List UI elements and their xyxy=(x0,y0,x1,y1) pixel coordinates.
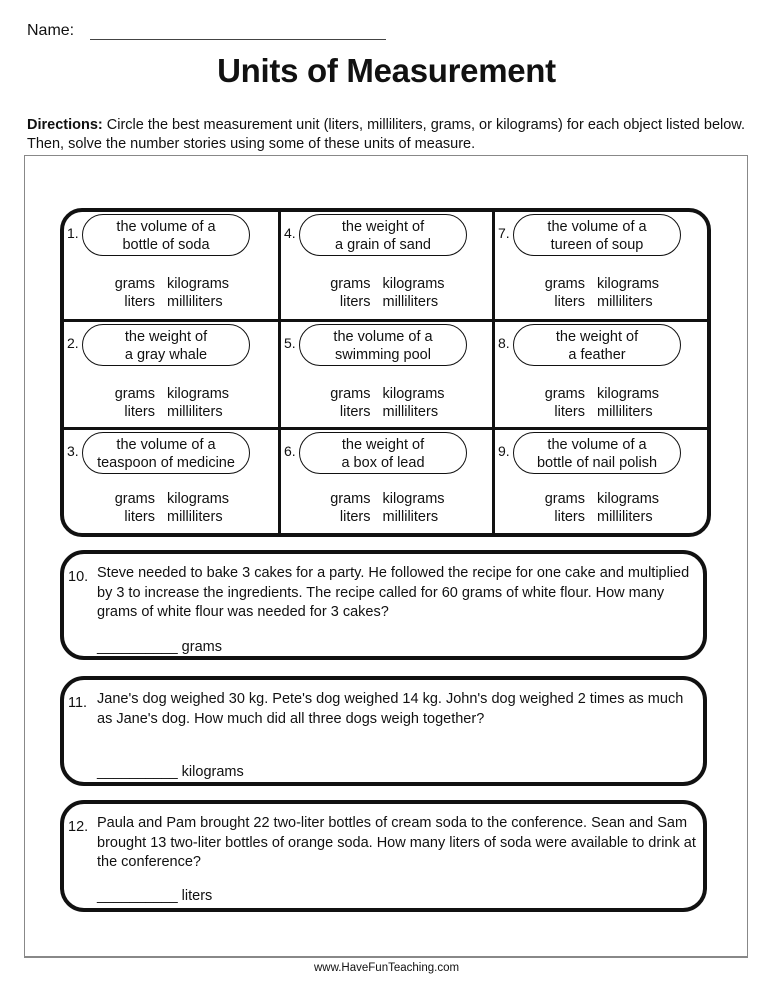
option-liters[interactable]: liters xyxy=(339,404,371,420)
story-text: Jane's dog weighed 30 kg. Pete's dog weighed 14 kg. John's dog weighed 2 times as much as Jane's dog. How much did all three dogs weigh together? xyxy=(97,691,684,727)
story-text: Steve needed to bake 3 cakes for a party. He followed the recipe for one cake and multiplied by 3 to increase the ingredients. The recipe called for 60 grams of white flour. How many grams of white flour was needed for 3 cakes? xyxy=(97,565,690,620)
item-number: 6. xyxy=(284,443,296,459)
story-text: Paula and Pam brought 22 two-liter bottles of cream soda to the conference. Sean and Sam brought 13 two-liter bottles of orange soda. How many liters of soda were available to drink at the conference? xyxy=(97,815,696,870)
story-number: 10. xyxy=(68,569,89,585)
option-liters[interactable]: liters xyxy=(124,404,155,420)
option-grams[interactable]: grams xyxy=(544,491,585,507)
unit-choice-grid xyxy=(60,208,711,537)
option-liters[interactable]: liters xyxy=(124,509,155,525)
grid-cell-9 xyxy=(495,430,707,533)
answer-unit: kilograms xyxy=(177,764,244,780)
answer-blank[interactable]: __________ xyxy=(97,764,178,780)
answer-unit: liters xyxy=(177,888,213,904)
item-number: 5. xyxy=(284,335,296,351)
option-grams[interactable]: grams xyxy=(330,386,371,402)
option-milliliters[interactable]: milliliters xyxy=(382,509,439,525)
item-number: 4. xyxy=(284,225,296,241)
item-label: the weight of a grain of sand xyxy=(299,214,467,256)
option-liters[interactable]: liters xyxy=(554,404,585,420)
item-label: the weight of a box of lead xyxy=(299,432,467,474)
option-grams[interactable]: grams xyxy=(330,276,371,292)
option-kilograms[interactable]: kilograms xyxy=(597,491,660,507)
grid-cell-3 xyxy=(64,430,281,533)
answer-blank[interactable]: __________ xyxy=(97,639,178,655)
option-kilograms[interactable]: kilograms xyxy=(167,491,230,507)
option-kilograms[interactable]: kilograms xyxy=(597,276,660,292)
item-label: the volume of a bottle of nail polish xyxy=(513,432,681,474)
grid-cell-1 xyxy=(64,212,281,322)
story-problem-11 xyxy=(60,676,707,786)
option-milliliters[interactable]: milliliters xyxy=(167,294,223,310)
item-number: 7. xyxy=(498,225,510,241)
footer-divider xyxy=(24,957,748,958)
unit-options xyxy=(281,490,492,526)
option-milliliters[interactable]: milliliters xyxy=(597,509,653,525)
option-milliliters[interactable]: milliliters xyxy=(167,509,223,525)
story-problem-10 xyxy=(60,550,707,660)
option-liters[interactable]: liters xyxy=(339,294,371,310)
option-milliliters[interactable]: milliliters xyxy=(597,294,653,310)
option-grams[interactable]: grams xyxy=(544,276,585,292)
option-grams[interactable]: grams xyxy=(330,491,371,507)
directions xyxy=(27,116,747,154)
option-kilograms[interactable]: kilograms xyxy=(382,491,445,507)
item-label: the volume of a bottle of soda xyxy=(82,214,250,256)
grid-cell-4 xyxy=(281,212,495,322)
item-label: the weight of a gray whale xyxy=(82,324,250,366)
option-grams[interactable]: grams xyxy=(114,276,155,292)
option-milliliters[interactable]: milliliters xyxy=(382,404,439,420)
unit-options xyxy=(64,275,278,311)
item-label: the volume of a swimming pool xyxy=(299,324,467,366)
story-number: 11. xyxy=(68,695,88,711)
option-grams[interactable]: grams xyxy=(114,491,155,507)
unit-options xyxy=(64,490,278,526)
item-label: the weight of a feather xyxy=(513,324,681,366)
option-liters[interactable]: liters xyxy=(554,294,585,310)
name-row xyxy=(27,22,386,40)
footer-url: www.HaveFunTeaching.com xyxy=(313,962,460,974)
answer-blank[interactable]: __________ xyxy=(97,888,178,904)
grid-cell-8 xyxy=(495,322,707,430)
answer-line[interactable] xyxy=(97,763,244,783)
page-title: Units of Measurement xyxy=(217,52,556,89)
unit-options xyxy=(495,385,707,421)
option-liters[interactable]: liters xyxy=(339,509,371,525)
item-number: 2. xyxy=(67,335,79,351)
option-grams[interactable]: grams xyxy=(544,386,585,402)
unit-options xyxy=(495,490,707,526)
item-number: 8. xyxy=(498,335,510,351)
unit-options xyxy=(64,385,278,421)
option-milliliters[interactable]: milliliters xyxy=(382,294,439,310)
item-label: the volume of a tureen of soup xyxy=(513,214,681,256)
option-kilograms[interactable]: kilograms xyxy=(382,276,445,292)
item-number: 9. xyxy=(498,443,510,459)
unit-options xyxy=(281,275,492,311)
name-label: Name: xyxy=(27,22,75,39)
item-label: the volume of a teaspoon of medicine xyxy=(82,432,250,474)
option-grams[interactable]: grams xyxy=(114,386,155,402)
answer-line[interactable] xyxy=(97,638,222,658)
grid-cell-7 xyxy=(495,212,707,322)
name-input-line[interactable] xyxy=(90,25,386,40)
grid-cell-5 xyxy=(281,322,495,430)
option-kilograms[interactable]: kilograms xyxy=(167,386,230,402)
directions-label: Directions: xyxy=(27,117,103,133)
option-milliliters[interactable]: milliliters xyxy=(597,404,653,420)
option-kilograms[interactable]: kilograms xyxy=(167,276,230,292)
unit-options xyxy=(281,385,492,421)
option-kilograms[interactable]: kilograms xyxy=(597,386,660,402)
answer-unit: grams xyxy=(177,639,222,655)
unit-options xyxy=(495,275,707,311)
item-number: 3. xyxy=(67,443,79,459)
answer-line[interactable] xyxy=(97,887,212,907)
story-number: 12. xyxy=(68,819,89,835)
directions-text: Circle the best measurement unit (liters, milliliters, grams, or kilograms) for each object listed below. Then, solve the number stories using some of these units of measure. xyxy=(27,117,746,152)
option-liters[interactable]: liters xyxy=(554,509,585,525)
item-number: 1. xyxy=(67,225,79,241)
option-liters[interactable]: liters xyxy=(124,294,155,310)
grid-cell-2 xyxy=(64,322,281,430)
option-kilograms[interactable]: kilograms xyxy=(382,386,445,402)
story-problem-12 xyxy=(60,800,707,912)
option-milliliters[interactable]: milliliters xyxy=(167,404,223,420)
grid-cell-6 xyxy=(281,430,495,533)
